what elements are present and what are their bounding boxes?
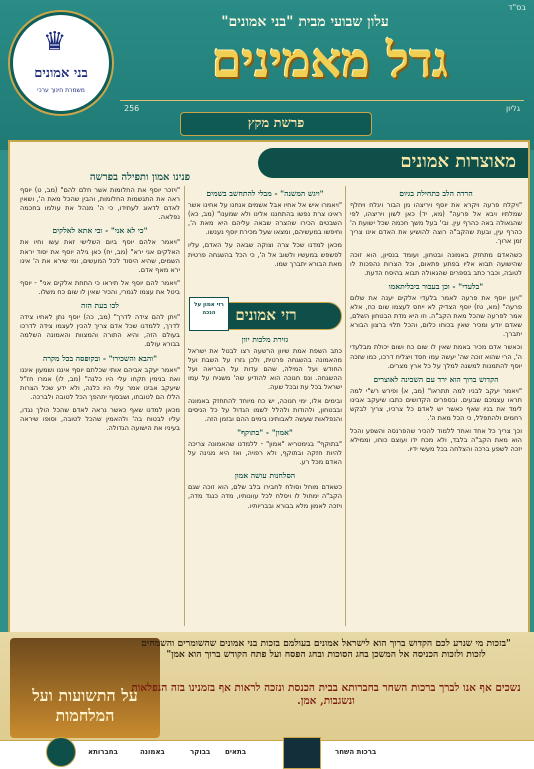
section-subtitle: פנינו אמון ותפילה בפרשה: [89, 172, 191, 183]
article-paragraph: מכאן למדנו שכל צרה וצוקה שבאה על האדם, עליו לפשפש במעשיו ולשוב אל ה', כי הכל בהשגחה פרטית מאת הבורא יתברך שמו.: [188, 241, 342, 268]
article-subheading: "אמון" - "בתוקף": [237, 427, 293, 437]
column-middle-bottom: [188, 335, 342, 511]
content-frame: [8, 140, 530, 634]
article-subheading: "כי לא אני" - ובי אתא לאלקים: [52, 226, 148, 236]
article-subheading: "ויגש המשנה" - מבלי להתחשב בשמים: [206, 189, 324, 198]
feature-box: [190, 302, 342, 330]
section-title: מאוצרות אמונים: [400, 151, 516, 172]
issue-number: 256: [124, 104, 140, 113]
column-divider: [345, 186, 346, 626]
article-paragraph: "ויאמר אלהם יוסף ביום השלישי זאת עשו וחיו את האלקים אני ירא" (מב, יח) כאן גילה יוסף את יסוד יראת השמים, שהיא היסוד לכל המעשים, ומי שירא את ה' אינו ירא מאף אדם.: [20, 238, 180, 274]
footer-bar: [0, 740, 534, 769]
article-paragraph: "ויען יוסף את פרעה לאמר בלעדי אלקים יענה את שלום פרעה" (מא, טז) יוסף הצדיק לא ייחס לעצמו שום כח, אלא אמר לפרעה שהכל מאת הקב"ה. וזו היא מדת הבטחון השלם, שאדם יודע ומכיר שאין בכוחו כלום, והכל תלוי ברצון הבורא יתברך.: [350, 293, 522, 339]
article-paragraph: וכאשר אדם מכיר באמת שאין לו שום כח ושום יכולת מבלעדי ה', הרי שהוא זוכה שה' יעשה עמו חסד ויצליח דרכו, כמו שזכה יוסף להתמנות למשנה למלך על כל ארץ מצרים.: [350, 343, 522, 370]
article-paragraph: ובימים אלו, ימי חנוכה, יש כח מיוחד להתחזק באמונה ובבטחון, ולהודות ולהלל לשמו הגדול על כל הניסים והנפלאות שעשה לאבותינו בימים ההם ובזמן הזה.: [188, 396, 342, 423]
book-icon: [283, 737, 321, 769]
article-subheading: הקדוש ברוך הוא ירד עם השכינה לאוצרים: [373, 374, 499, 384]
footer-ad: [0, 632, 534, 768]
column-right: [350, 186, 522, 624]
article-paragraph: "ויזכר יוסף את החלומות אשר חלם להם" (מב, ט) יוסף ראה את התגשמות החלומות, והבין שהכל מאת ה', ושאין לאדם לדאוג לעתידו, כי ה' מנהל את עולמו בחכמה נפלאה.: [20, 186, 180, 222]
article-paragraph: כשאדם מוחל וסולח לחבירו בלב שלם, הוא זוכה שגם הקב"ה ימחול לו ויסלח לכל עוונותיו, מדה כנגד מדה, ויזכה לאמון מלא בבורא ובבריותיו.: [188, 483, 342, 510]
issue-label: גליון: [506, 104, 520, 113]
footer-item: ברכות השחר: [335, 748, 377, 756]
logo-text: בני אמונים: [34, 66, 88, 81]
logo-ring-text: משמרת חינוך ערכי: [37, 87, 85, 94]
article-paragraph: וכך צריך כל אחד ואחד ללמוד להכיר שהפרנסה והשפע והכל הוא מאת הקב"ה בלבד, ולא מכח ידו ועוצם כוחו, וממילא יזכה לשפע ברכה והצלחה בכל מעשי ידיו.: [350, 427, 522, 454]
article-paragraph: "ויאמר להם יוסף אל תיראו כי התחת אלקים אני" - יוסף ביטל את עצמו לגמרי, והכיר שאין לו שום כח משלו.: [20, 278, 180, 296]
article-paragraph: מכאן למדנו שאף כאשר נראה לאדם שהכל הולך נגדו, עליו לבטוח בה' ולהאמין שהכל לטובה, וסופו שיראה בעיניו את הישועה הגדולה.: [20, 405, 180, 433]
section-header: [258, 148, 528, 178]
column-divider: [184, 186, 185, 626]
article-paragraph: כתב השפת אמת שיוון הרשעה רצו לבטל את ישראל מהאמונה בהשגחה פרטית, ולכן גזרו על השבת ועל החודש ועל המילה, שהם עדות על הבריאה ועל ההשגחה. ונס חנוכה הוא להודיע שה' משגיח על עמו ישראל בכל עת ובכל שעה.: [188, 347, 342, 392]
article-subheading: הרדה הלב כתחילת בגיום: [399, 189, 473, 198]
article-subheading: "בלעדי" - וכן בעבור ביבליתאמו: [388, 281, 484, 291]
feature-box-tag: רזי אמון על הנכה: [189, 297, 229, 331]
article-paragraph: "ויאמר יעקב לבניו למה תתראו" (מב, א) ופירש רש"י למה תראו עצמכם שבעים. ובספרים הקדושים כתבו שיעקב אבינו לימד את בניו שאף כאשר יש לאדם כל צרכיו, צריך לבקש רחמים ולהתפלל, כי הכל מאת ה'.: [350, 386, 522, 423]
footer-item: בחברותא: [88, 748, 118, 756]
article-subheading: הסלחנות עושה אמון: [234, 471, 296, 481]
article-paragraph: "בתוקף" בגימטריא "אמון" - ללמדנו שהאמונה צריכה להיות חזקה ובתוקף, ולא רפויה, ואז היא מגינה על האדם מכל רע.: [188, 439, 342, 467]
article-subheading: "והבא והשכירו" - ובקופסה בכל מקרה: [42, 353, 158, 363]
article-paragraph: "ויאמרו איש אל אחיו אבל אשמים אנחנו על אחינו אשר ראינו צרת נפשו בהתחננו אלינו ולא שמענו" (מב, כא) השבטים הכירו שהצרה שבאה עליהם היא מאת ה', וחיפשו במעשיהם, ומצאו שעל מכירת יוסף נענשו.: [188, 201, 342, 237]
footer-item: באמונה: [140, 748, 165, 756]
parsha-title: פרשת מקץ: [180, 112, 372, 136]
footer-item: בתאים: [225, 748, 247, 756]
ad-text-quote: "בזכות מי שנרע לכם הקדוש ברוך הוא לישראל אמונים בעולמם בזכות בני אמונים שהשומרים והשמחים לזכות ולזכות הכניסה אל המשכן בחג הסוכות ובחג הפסח ועל פתח הקודש ברוך הוא אמן": [141, 638, 511, 660]
header: [0, 0, 534, 150]
seal-icon: [46, 737, 76, 767]
column-left: [20, 186, 180, 624]
footer-item: בבוקר: [190, 748, 211, 756]
feature-box-title: רזי אמונים: [235, 306, 297, 324]
ad-text-call: נשכים אף אנו לברך ברכות השחר בחברותא בבית הכנסת ונזכה לראות אף בזמנינו בזה הנפלאות ונשגבות, אמן.: [131, 682, 521, 707]
top-note: בס"ד: [508, 3, 526, 12]
article-paragraph: כשהאדם מתחזק באמונה ובטחון, ועומד בנסיון, הוא זוכה שהישועה תבוא אליו בפתע פתאום, וכל הצרות נהפכות לו לטובה, וכבר כתב בספרים שהגאולה תבוא בהיסח הדעת.: [350, 250, 522, 277]
crown-icon: ♛: [43, 27, 67, 57]
column-middle: [188, 186, 342, 624]
article-subheading: גזירת מלכות יוון: [241, 335, 289, 344]
ad-slogan: על התשועות ועל המלחמות: [32, 686, 138, 725]
article-paragraph: "ויקלח פרעה ויקרא את יוסף ויריצהו מן הבור ויגלח ויחלף שמלתיו ויבא אל פרעה" (מא, יד) כאן לשון ויריצהו, לפי שהגאולה באה כהרף עין. ובי' בעל משך חכמה שכל ישועת ה' כהרף עין, ובעת שהקב"ה רוצה להושיע את האדם אינו צריך זמן ארוך.: [350, 201, 522, 246]
masthead-title: גדל מאמינים: [211, 33, 449, 89]
article-paragraph: "ויאמר יעקב אביהם אותי שכלתם יוסף איננו ושמעון איננו ואת בנימין תקחו עלי היו כלנה" (מב, לו) אמרו חז"ל שיעקב אבינו אמר עלי היו כלנה, ולא ידע שכל הצרות הללו הם לטובתו, ושבסוף יתהפך הכל לטובה ולברכה.: [20, 365, 180, 401]
article-subheading: לכו בעת הזה: [81, 301, 119, 311]
article-paragraph: "ויתן להם צידה לדרך" (מב, כה) יוסף נתן לאחיו צידה לדרך, ללמדנו שכל אדם צריך להכין לעצמו צידה לדרכו בעולם הזה, והיא התורה והמצוות והאמונה השלמה בבורא עולם.: [20, 313, 180, 349]
logo: [10, 12, 112, 114]
tagline: עלון שבועי מבית "בני אמונים": [221, 14, 389, 30]
column-middle-top: [188, 186, 342, 298]
